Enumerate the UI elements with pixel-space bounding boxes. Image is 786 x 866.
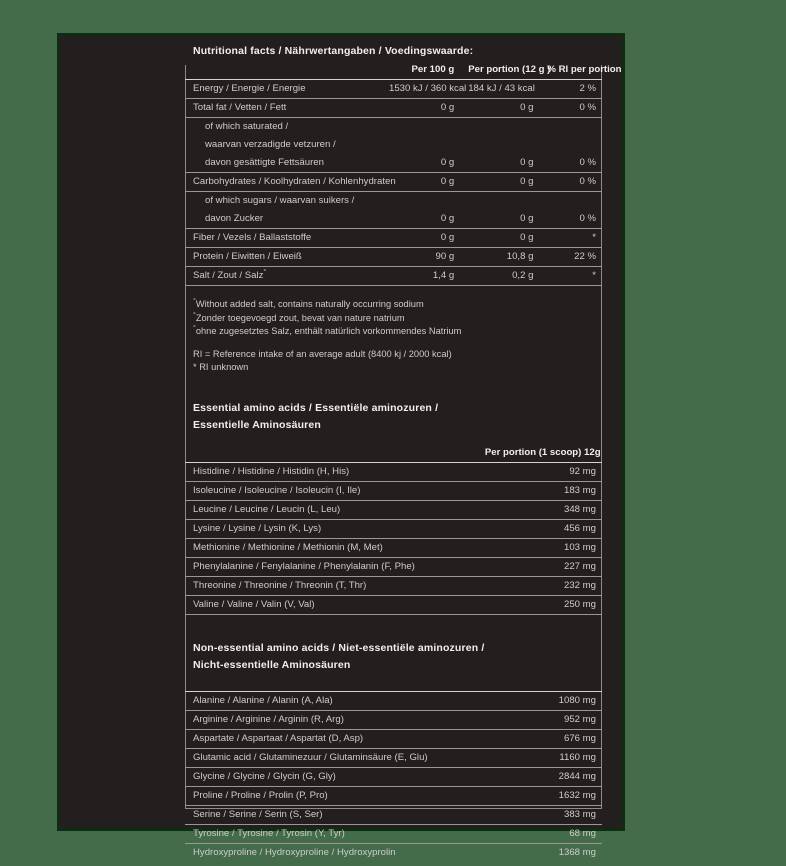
salt-footnote-marker: ° [263,268,267,276]
row-label-tyrosine: Tyrosine / Tyrosine / Tyrosin (Y, Tyr) [185,824,477,843]
row-value-alanine: 1080 mg [477,691,602,710]
row-value-lysine: 456 mg [477,519,602,538]
row-perportion-carbohydrates: 0 g [460,173,539,192]
essential-amino-acids-title-line1: Essential amino acids / Essentiële aminozuren / [193,401,439,414]
row-label-isoleucine: Isoleucine / Isoleucine / Isoleucin (I, Ile) [185,481,477,500]
essential-amino-acids-title-line2: Essentielle Aminosäuren [193,418,321,431]
row-label-saturated-line1: of which saturated / [205,121,289,132]
row-perportion-fiber: 0 g [460,229,539,248]
row-perportion-sugars: 0 g [460,210,539,229]
nutrition-header-row [185,61,602,80]
footnotes-block [185,286,602,375]
footnote-line-1 [193,298,602,312]
table-row [185,118,602,137]
row-label-leucine: Leucine / Leucine / Leucin (L, Leu) [185,500,477,519]
essential-col-header: Per portion (1 scoop) 12g [477,444,602,463]
table-row [185,538,602,557]
row-label-methionine: Methionine / Methionine / Methionin (M, Met) [185,538,477,557]
nutrition-col-label [185,61,381,80]
row-per100-total-fat: 0 g [381,99,460,118]
footnote-text-3: ohne zugesetztes Salz, enthält natürlich vorkommendes Natrium [195,326,462,337]
row-ri-protein: 22 % [539,248,602,267]
section-spacer-2 [185,615,602,641]
row-label-saturated-line3: davon gesättigte Fettsäuren [185,154,381,173]
section-spacer [185,375,602,401]
table-row [185,80,602,99]
row-label-sugars-line2: davon Zucker [185,210,381,229]
row-label-glutamic-acid: Glutamic acid / Glutaminezuur / Glutaminsäure (E, Glu) [185,748,477,767]
row-per100-protein: 90 g [381,248,460,267]
nonessential-amino-acids-table [185,691,602,862]
row-ri-fiber: * [539,229,602,248]
row-value-hydroxyproline: 1368 mg [558,846,596,858]
table-row [185,824,602,843]
row-ri-salt: * [539,267,602,286]
footnote-text-1: Without added salt, contains naturally occurring sodium [195,299,424,309]
footnote-line-2 [193,312,602,326]
row-label-serine: Serine / Serine / Serin (S, Ser) [185,805,477,824]
table-row [185,229,602,248]
row-label-sugars-line1: of which sugars / waarvan suikers / [205,195,355,206]
row-per100-salt: 1,4 g [381,267,460,286]
row-label-fiber: Fiber / Vezels / Ballaststoffe [185,229,381,248]
row-perportion-salt: 0,2 g [460,267,539,286]
nutrition-facts-table [185,61,622,286]
row-label-glycine: Glycine / Glycine / Glycin (G, Gly) [185,767,477,786]
table-row [185,481,602,500]
nonessential-title-spacer [185,675,602,691]
nutrition-facts-title: Nutritional facts / Nährwertangaben / Voedingswaarde: [193,45,474,57]
row-ri-energy: 2 % [539,80,602,99]
table-row [185,462,602,481]
table-row [185,210,602,229]
table-row [185,595,602,614]
row-value-phenylalanine: 227 mg [477,557,602,576]
row-per100-sugars: 0 g [381,210,460,229]
nonessential-amino-acids-title-line2: Nicht-essentielle Aminosäuren [193,658,351,671]
table-row [185,729,602,748]
row-value-valine: 250 mg [477,595,602,614]
footnote-marker-1: ° [193,297,196,305]
table-row [185,192,602,211]
row-label-valine: Valine / Valine / Valin (V, Val) [185,595,477,614]
nutrition-col-perportion: Per portion (12 g ) [460,61,539,80]
table-row [185,767,602,786]
ri-unknown-note: * RI unknown [193,362,249,373]
row-label-proline: Proline / Proline / Prolin (P, Pro) [185,786,477,805]
nutrition-col-ri: % RI per portion [539,61,602,80]
row-label-arginine: Arginine / Arginine / Arginin (R, Arg) [185,710,477,729]
row-value-aspartate: 676 mg [477,729,602,748]
essential-header-row [185,444,602,463]
table-row [185,519,602,538]
footnote-marker-3: ° [193,325,196,333]
nonessential-amino-acids-title-line1: Non-essential amino acids / Niet-essentiële aminozuren / [193,641,485,654]
row-value-glycine: 2844 mg [477,767,602,786]
footnote-marker-2: ° [193,311,196,319]
footnote-text-2: Zonder toegevoegd zout, bevat van nature natrium [195,312,405,323]
essential-title-spacer [185,435,602,444]
row-value-threonine: 232 mg [477,576,602,595]
row-perportion-energy: 184 kJ / 43 kcal [460,80,539,99]
ri-definition: RI = Reference intake of an average adult (8400 kj / 2000 kcal) [193,348,452,359]
table-row [185,99,602,118]
row-label-salt-text: Salt / Zout / Salz [193,270,264,281]
row-per100-fiber: 0 g [381,229,460,248]
row-label-lysine: Lysine / Lysine / Lysin (K, Lys) [185,519,477,538]
row-label-carbohydrates: Carbohydrates / Koolhydraten / Kohlenhydraten [185,173,381,192]
table-row [185,267,602,286]
row-label-alanine: Alanine / Alanine / Alanin (A, Ala) [185,691,477,710]
row-value-histidine: 92 mg [477,462,602,481]
table-row [185,154,602,173]
row-value-glutamic-acid: 1160 mg [477,748,602,767]
table-row [185,786,602,805]
row-per100-carbohydrates: 0 g [381,173,460,192]
table-row [185,557,602,576]
essential-amino-acids-table [185,444,602,615]
table-row [185,805,602,824]
row-label-phenylalanine: Phenylalanine / Fenylalanine / Phenylalanin (F, Phe) [185,557,477,576]
row-label-total-fat: Total fat / Vetten / Fett [185,99,381,118]
row-per100-energy: 1530 kJ / 360 kcal [381,80,460,99]
table-row [185,248,602,267]
row-label-histidine: Histidine / Histidine / Histidin (H, His) [185,462,477,481]
table-row [185,710,602,729]
row-perportion-saturated: 0 g [460,154,539,173]
row-ri-total-fat: 0 % [539,99,602,118]
footnote-gap [193,339,602,348]
row-label-protein: Protein / Eiwitten / Eiweiß [185,248,381,267]
table-row [185,576,602,595]
row-label-salt [185,267,381,286]
row-perportion-protein: 10,8 g [460,248,539,267]
row-value-methionine: 103 mg [477,538,602,557]
footnote-line-3 [193,325,602,339]
label-content [185,44,622,862]
table-row [185,748,602,767]
row-label-energy: Energy / Energie / Energie [185,80,381,99]
row-per100-saturated: 0 g [381,154,460,173]
row-label-threonine: Threonine / Threonine / Threonin (T, Thr) [185,576,477,595]
table-row [185,500,602,519]
row-ri-saturated: 0 % [539,154,602,173]
row-label-hydroxyproline: Hydroxyproline / Hydroxyproline / Hydroxyprolin [193,846,396,858]
row-ri-sugars: 0 % [539,210,602,229]
nutrition-col-per100: Per 100 g [381,61,460,80]
row-perportion-total-fat: 0 g [460,99,539,118]
row-value-leucine: 348 mg [477,500,602,519]
row-ri-carbohydrates: 0 % [539,173,602,192]
table-row [185,843,602,862]
row-label-saturated-line2: waarvan verzadigde vetzuren / [205,139,336,150]
row-value-isoleucine: 183 mg [477,481,602,500]
table-row [185,691,602,710]
row-label-aspartate: Aspartate / Aspartaat / Aspartat (D, Asp) [185,729,477,748]
product-label-panel [57,33,625,858]
row-value-proline: 1632 mg [477,786,602,805]
row-value-serine: 383 mg [477,805,602,824]
row-value-arginine: 952 mg [477,710,602,729]
row-value-tyrosine: 68 mg [477,824,602,843]
table-row [185,173,602,192]
table-row [185,136,602,154]
